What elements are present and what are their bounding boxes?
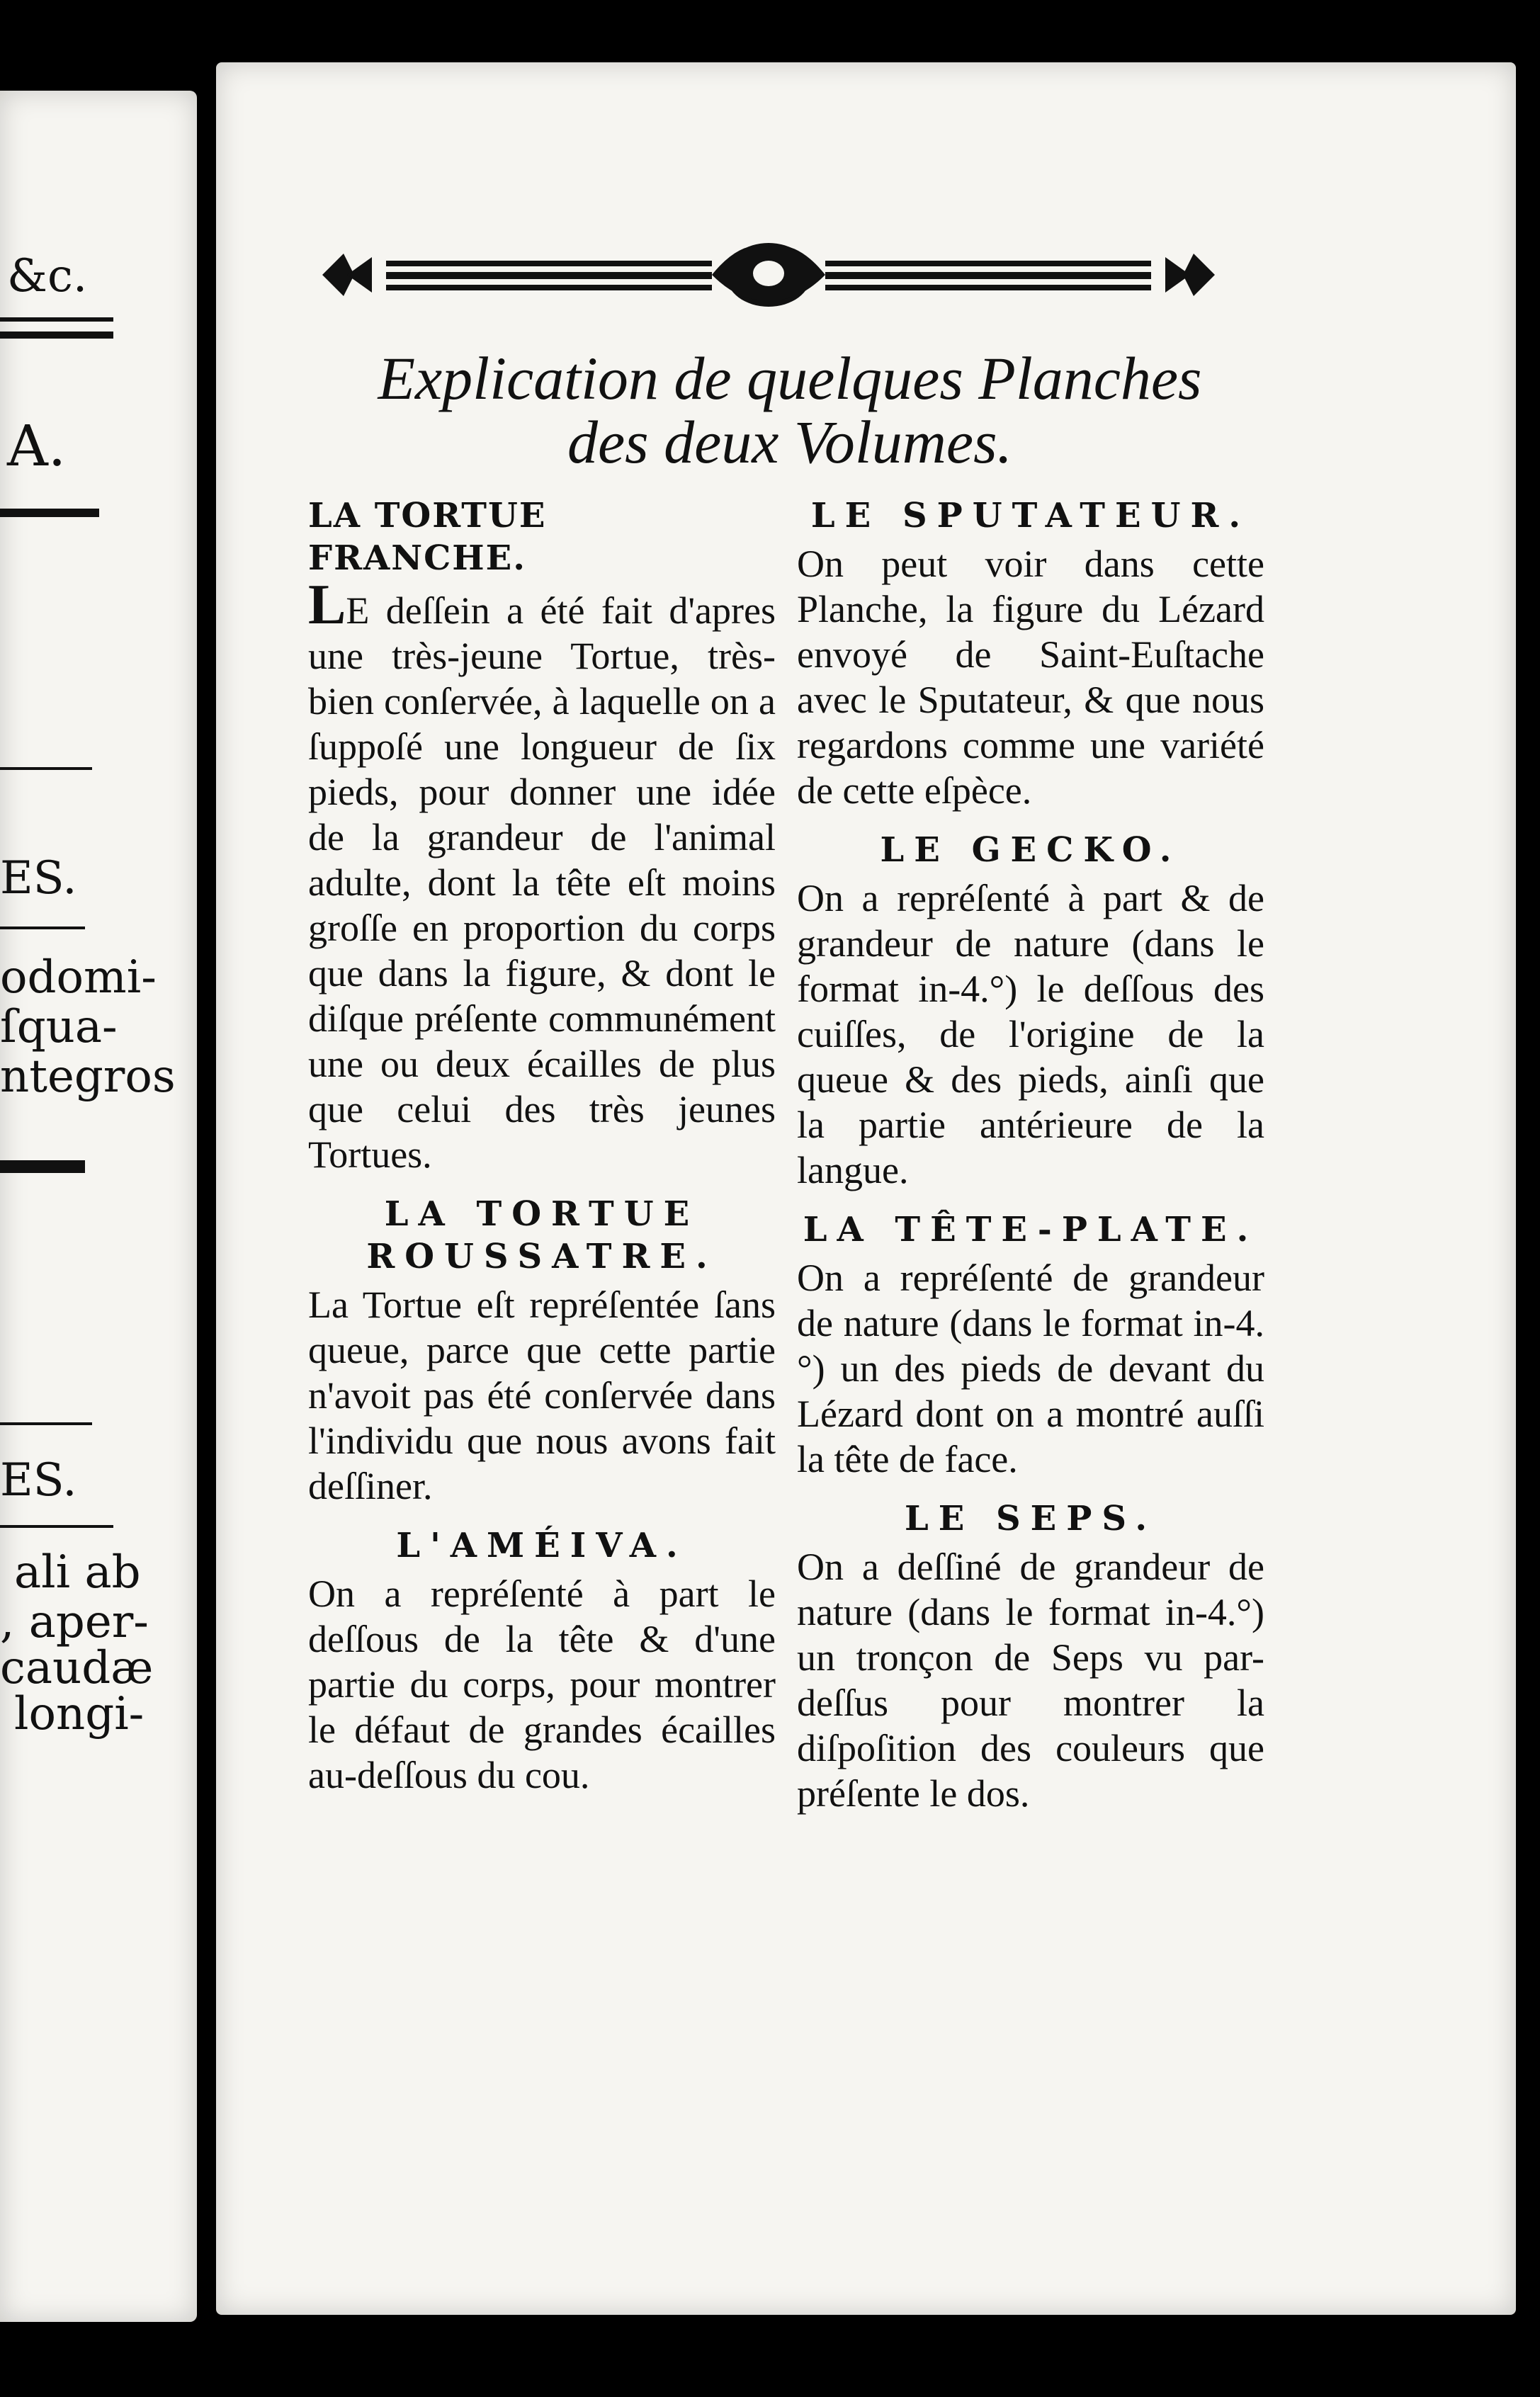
- section-body: On a deſſiné de grandeur de nature (dans le format in-4.°) un tronçon de Seps vu par-deſſus pour montrer la diſpoſition des couleurs que préſente le dos.: [797, 1546, 1264, 1815]
- section-body: On peut voir dans cette Planche, la figure du Lézard envoyé de Saint-Euſtache avec le Sputateur, & que nous regardons comme une variété de cette eſpèce.: [797, 543, 1264, 812]
- left-column: [308, 487, 776, 1813]
- left-fragment: longi-: [14, 1688, 145, 1740]
- left-fragment: ntegros: [0, 1050, 176, 1103]
- section-body: On a repréſenté à part le deſſous de la tête & d'une partie du corps, pour montrer le défaut de grandes écailles au-deſſous du cou.: [308, 1572, 776, 1796]
- section-title: L'AMÉIVA.: [396, 1526, 688, 1565]
- right-page: [216, 62, 1516, 2315]
- left-fragment: odomi-: [0, 951, 157, 1004]
- section-title: LE SEPS.: [904, 1499, 1157, 1538]
- left-fragment: ES.: [0, 852, 77, 905]
- section-title: LA TÊTE-PLATE.: [803, 1210, 1259, 1250]
- rule: [0, 509, 99, 517]
- section-title: LE GECKO.: [880, 830, 1182, 870]
- right-column: [797, 487, 1264, 1832]
- page-title-line-2: des deux Volumes.: [567, 408, 1013, 476]
- left-page: [0, 91, 197, 2322]
- rule: [0, 1422, 92, 1425]
- section-title: LE SPUTATEUR.: [810, 496, 1251, 536]
- drop-cap: L: [308, 574, 346, 636]
- rule: [0, 1525, 113, 1528]
- rule: [0, 926, 85, 929]
- left-fragment: ES.: [0, 1454, 77, 1507]
- section-title: LA TORTUE FRANCHE.: [308, 496, 547, 578]
- decorative-headpiece: [315, 232, 1222, 317]
- section-title: LA TORTUE ROUSSATRE.: [366, 1194, 718, 1276]
- rule: [0, 1160, 85, 1173]
- double-rule: [0, 317, 113, 322]
- left-fragment: &c.: [7, 250, 88, 302]
- left-fragment: , aper-: [0, 1596, 149, 1648]
- section-body: LE deſſein a été fait d'apres une très-jeune Tortue, très-bien conſervée, à laquelle on a ſuppoſé une longueur de ſix pieds, pour donner une idée de la grandeur de l'animal adulte, dont la tête eſt moins groſſe en proportion du corps que dans la figure, & dont le diſque préſente communément une ou deux écailles de plus que celui des très jeunes Tortues.: [308, 574, 776, 1176]
- left-fragment: A.: [7, 413, 67, 479]
- section-body: La Tortue eſt repréſentée ſans queue, parce que cette partie n'avoit pas été conſervée dans l'individu que nous avons fait deſſiner.: [308, 1284, 776, 1507]
- page-title-line-1: Explication de quelques Planches: [378, 344, 1202, 412]
- left-fragment: ſqua-: [0, 1001, 118, 1053]
- rule: [0, 767, 92, 770]
- section-body: On a repréſenté à part & de grandeur de nature (dans le format in-4.°) le deſſous des cuiſſes, de l'origine de la queue & des pieds, ainſi que la partie antérieure de la langue.: [797, 877, 1264, 1191]
- left-fragment: caudæ: [0, 1642, 154, 1694]
- left-fragment: ali ab: [14, 1546, 141, 1599]
- section-body: On a repréſenté de grandeur de nature (dans le format in-4.°) un des pieds de devant du Lézard dont on a montré auſſi la tête de face.: [797, 1257, 1264, 1480]
- double-rule: [0, 332, 113, 339]
